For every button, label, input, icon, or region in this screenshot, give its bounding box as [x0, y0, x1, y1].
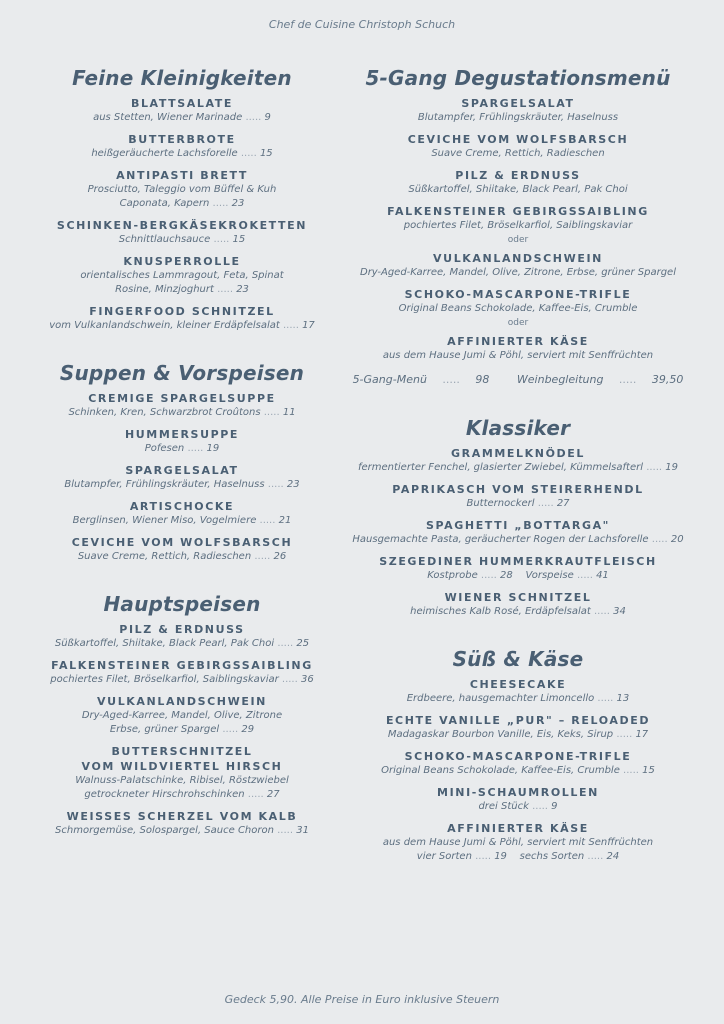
menu-item — [340, 446, 696, 475]
footer-note: Gedeck 5,90. Alle Preise in Euro inklusive Steuern — [224, 993, 500, 1006]
menu-item — [340, 821, 696, 864]
item-name: FINGERFOOD SCHNITZEL — [89, 305, 275, 318]
item-desc: Blutampfer, Frühlingskräuter, Haselnuss — [417, 112, 619, 123]
menu-item — [18, 391, 346, 420]
item-price: 21 — [278, 515, 292, 526]
menu-item — [340, 482, 696, 511]
item-name: SPARGELSALAT — [125, 464, 239, 477]
item-price: 27 — [266, 789, 280, 800]
section-suppen-vorspeisen — [18, 361, 346, 564]
item-name: PILZ & ERDNUSS — [119, 623, 245, 636]
item-price: 13 — [616, 693, 630, 704]
item-name: AFFINIERTER KÄSE — [447, 822, 589, 835]
right-column — [340, 66, 696, 871]
menu-item — [18, 463, 346, 492]
section-title: Suppen & Vorspeisen — [59, 361, 305, 385]
menu-item — [18, 168, 346, 211]
section-hauptspeisen — [18, 592, 346, 838]
item-name: HUMMERSUPPE — [124, 428, 240, 441]
menu-item — [18, 254, 346, 297]
item-price: 19 — [665, 462, 679, 473]
item-name: SZEGEDINER HUMMERKRAUTFLEISCH — [379, 555, 657, 568]
item-name: CEVICHE VOM WOLFSBARSCH — [71, 536, 293, 549]
item-name: SPAGHETTI „BOTTARGA" — [425, 519, 611, 532]
item-price: 19 — [206, 443, 220, 454]
item-name: ARTISCHOCKE — [129, 500, 235, 513]
item-price: 23 — [236, 284, 249, 295]
menu-item — [340, 204, 696, 233]
item-price: 23 — [286, 479, 300, 490]
item-name: AFFINIERTER KÄSE — [447, 335, 589, 348]
wine-label: Weinbegleitung ..... 39,50 — [516, 373, 684, 386]
oder-separator: oder — [507, 318, 529, 328]
menu-item — [340, 785, 696, 814]
item-name: MINI-SCHAUMROLLEN — [437, 786, 599, 799]
item-desc: pochiertes Filet, Bröselkarfiol, Saiblingskaviar — [403, 220, 633, 231]
item-name: ECHTE VANILLE „PUR" – RELOADED — [385, 714, 651, 727]
item-desc: aus dem Hause Jumi & Pöhl, serviert mit Senffrüchten — [382, 350, 654, 361]
left-column — [18, 66, 346, 845]
item-desc: Suave Creme, Rettich, Radieschen — [431, 148, 605, 159]
item-name: VULKANLANDSCHWEIN — [433, 252, 603, 265]
section-title: 5-Gang Degustationsmenü — [365, 66, 671, 90]
item-desc: aus dem Hause Jumi & Pöhl, serviert mit Senffrüchten — [382, 837, 654, 848]
menu-item — [18, 658, 346, 687]
item-price: 9 — [551, 801, 558, 812]
item-price: 24 — [606, 851, 620, 862]
item-desc: drei Stück ..... 9 — [478, 801, 558, 812]
chef-line: Chef de Cuisine Christoph Schuch — [268, 18, 456, 31]
item-desc: vier Sorten ..... 19 sechs Sorten ..... 24 — [416, 851, 620, 862]
menu-item — [340, 590, 696, 619]
menu-item — [340, 251, 696, 280]
item-price: 19 — [494, 851, 507, 862]
item-price: 9 — [264, 112, 271, 123]
item-desc: Dry-Aged-Karree, Mandel, Olive, Zitrone, Erbse, grüner Spargel — [360, 267, 676, 278]
menu-item — [340, 96, 696, 125]
menu-item — [340, 713, 696, 742]
menu-item — [18, 694, 346, 737]
item-price: 17 — [635, 729, 649, 740]
menu-item — [18, 809, 346, 838]
menu-label: 5-Gang-Menü ..... 98 — [352, 373, 490, 386]
item-name: PILZ & ERDNUSS — [455, 169, 581, 182]
menu-price-line — [340, 373, 696, 386]
oder-separator: oder — [507, 235, 529, 245]
section-title: Feine Kleinigkeiten — [72, 66, 292, 90]
item-desc: Schnittlauchsauce ..... 15 — [118, 234, 246, 245]
item-name: PAPRIKASCH VOM STEIRERHENDL — [392, 483, 644, 496]
item-name: WEISSES SCHERZEL VOM KALB — [66, 810, 298, 823]
section-title: Klassiker — [465, 416, 571, 440]
item-price: 15 — [232, 234, 246, 245]
item-price: 28 — [500, 570, 513, 581]
item-desc: pochiertes Filet, Bröselkarfiol, Saiblingskaviar ..... 36 — [50, 674, 314, 685]
item-desc: heißgeräucherte Lachsforelle ..... 15 — [91, 148, 273, 159]
section-degustationsmenue — [340, 66, 696, 386]
item-desc: Berglinsen, Wiener Miso, Vogelmiere ..... 21 — [72, 515, 292, 526]
item-name: SPARGELSALAT — [461, 97, 575, 110]
item-price: 41 — [596, 570, 609, 581]
item-name: CHEESECAKE — [469, 678, 567, 691]
menu-item — [18, 427, 346, 456]
item-desc: Pofesen ..... 19 — [144, 443, 220, 454]
menu-item — [340, 334, 696, 363]
item-name: SCHOKO-MASCARPONE-TRIFLE — [404, 750, 632, 763]
item-desc: Suave Creme, Rettich, Radieschen ..... 26 — [77, 551, 287, 562]
item-price: 29 — [241, 724, 255, 735]
item-desc: Süßkartoffel, Shiitake, Black Pearl, Pak Choi ..... 25 — [54, 638, 310, 649]
item-desc: Kostprobe ..... 28 Vorspeise ..... 41 — [427, 570, 609, 581]
menu-item — [18, 96, 346, 125]
item-desc: orientalisches Lammragout, Feta, Spinat Rosine, Minzjoghurt ..... 23 — [80, 270, 284, 295]
item-name: GRAMMELKNÖDEL — [451, 447, 585, 460]
item-desc: Walnuss-Palatschinke, Ribisel, Röstzwiebel getrockneter Hirschrohschinken ..... 27 — [75, 775, 289, 800]
item-name: ANTIPASTI BRETT — [116, 169, 248, 182]
item-desc: Schmorgemüse, Solospargel, Sauce Choron ..... 31 — [55, 825, 309, 836]
menu-item — [18, 132, 346, 161]
menu-item — [340, 677, 696, 706]
item-name: SCHOKO-MASCARPONE-TRIFLE — [404, 288, 632, 301]
item-name: BUTTERBROTE — [128, 133, 236, 146]
menu-item — [18, 304, 346, 333]
item-price: 27 — [556, 498, 570, 509]
item-price: 23 — [231, 198, 245, 209]
item-desc: aus Stetten, Wiener Marinade ..... 9 — [93, 112, 271, 123]
item-desc: fermentierter Fenchel, glasierter Zwiebel, Kümmelsafterl ..... 19 — [357, 462, 679, 473]
menu-item — [18, 499, 346, 528]
item-price: 20 — [670, 534, 684, 545]
item-desc: Madagaskar Bourbon Vanille, Eis, Keks, Sirup ..... 17 — [387, 729, 649, 740]
item-price: 25 — [296, 638, 310, 649]
item-desc: vom Vulkanlandschwein, kleiner Erdäpfelsalat ..... 17 — [49, 320, 315, 331]
menu-item — [340, 749, 696, 778]
item-price: 31 — [296, 825, 309, 836]
item-desc: Erdbeere, hausgemachter Limoncello ..... 13 — [406, 693, 630, 704]
item-price: 15 — [259, 148, 273, 159]
menu-item — [18, 535, 346, 564]
item-desc: Hausgemachte Pasta, geräucherter Rogen der Lachsforelle ..... 20 — [352, 534, 684, 545]
item-desc: Butternockerl ..... 27 — [466, 498, 570, 509]
item-price: 34 — [613, 606, 626, 617]
menu-item — [340, 518, 696, 547]
item-desc: Süßkartoffel, Shiitake, Black Pearl, Pak Choi — [408, 184, 628, 195]
item-name: CEVICHE VOM WOLFSBARSCH — [407, 133, 629, 146]
section-klassiker — [340, 416, 696, 619]
item-price: 26 — [273, 551, 287, 562]
menu-item — [340, 132, 696, 161]
menu-item — [340, 554, 696, 583]
menu-item — [340, 168, 696, 197]
menu-item — [18, 622, 346, 651]
item-desc: heimisches Kalb Rosé, Erdäpfelsalat ..... 34 — [410, 606, 626, 617]
section-feine-kleinigkeiten — [18, 66, 346, 333]
item-name: BLATTSALATE — [130, 97, 234, 110]
item-price: 36 — [300, 674, 314, 685]
section-title: Hauptspeisen — [103, 592, 261, 616]
section-title: Süß & Käse — [452, 647, 584, 671]
item-name: CREMIGE SPARGELSUPPE — [88, 392, 276, 405]
item-name: FALKENSTEINER GEBIRGSSAIBLING — [51, 659, 313, 672]
item-name: BUTTERSCHNITZEL VOM WILDVIERTEL HIRSCH — [81, 745, 283, 773]
item-desc: Original Beans Schokolade, Kaffee-Eis, Crumble ..... 15 — [381, 765, 655, 776]
menu-item — [18, 218, 346, 247]
item-name: FALKENSTEINER GEBIRGSSAIBLING — [387, 205, 649, 218]
item-price: 17 — [302, 320, 315, 331]
item-name: SCHINKEN-BERGKÄSEKROKETTEN — [56, 219, 308, 232]
item-price: 11 — [282, 407, 296, 418]
item-desc: Blutampfer, Frühlingskräuter, Haselnuss ..... 23 — [64, 479, 300, 490]
item-price: 15 — [642, 765, 655, 776]
item-desc: Dry-Aged-Karree, Mandel, Olive, Zitrone Erbse, grüner Spargel ..... 29 — [81, 710, 283, 735]
menu-item — [18, 744, 346, 802]
item-desc: Schinken, Kren, Schwarzbrot Croûtons ..... 11 — [68, 407, 296, 418]
menu-item — [340, 287, 696, 316]
item-desc: Prosciutto, Taleggio vom Büffel & Kuh Caponata, Kapern ..... 23 — [87, 184, 277, 209]
item-name: KNUSPERROLLE — [123, 255, 241, 268]
section-suess-kaese — [340, 647, 696, 864]
item-name: WIENER SCHNITZEL — [444, 591, 592, 604]
item-name: VULKANLANDSCHWEIN — [97, 695, 267, 708]
item-desc: Original Beans Schokolade, Kaffee-Eis, Crumble — [398, 303, 638, 314]
